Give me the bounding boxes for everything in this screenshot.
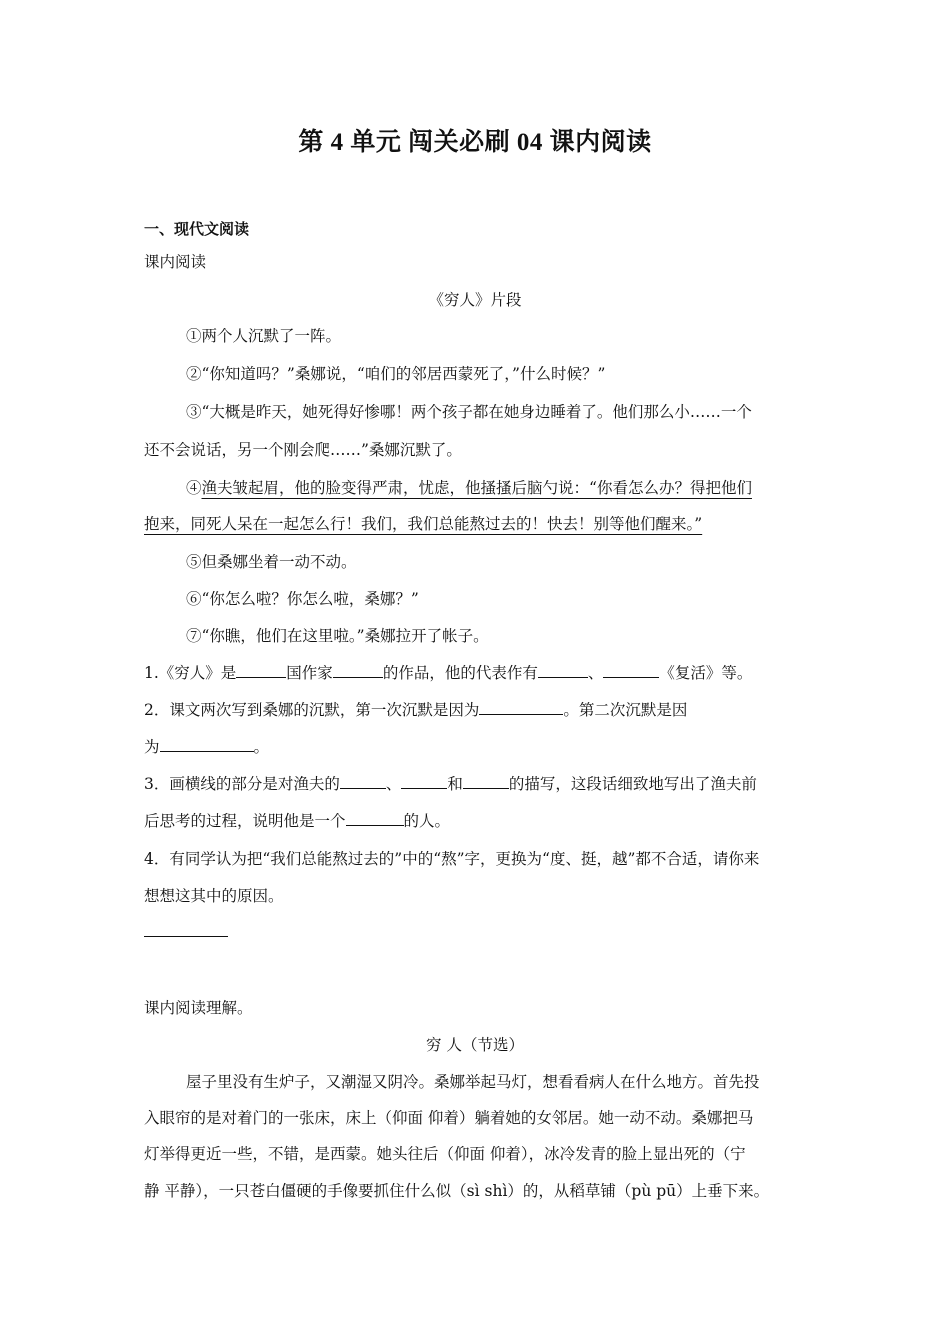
question-2: 2．课文两次写到桑娜的沉默，第一次沉默是因为 。第二次沉默是因	[144, 701, 688, 719]
paragraph-2: ②“你知道吗？”桑娜说，“咱们的邻居西蒙死了，”什么时候？”	[186, 365, 606, 383]
section-subheading: 课内阅读	[144, 253, 207, 271]
paragraph-3-line-1: ③“大概是昨天，她死得好惨哪！两个孩子都在她身边睡着了。他们那么小……一个	[186, 403, 752, 421]
answer-blank[interactable]	[340, 774, 386, 789]
paragraph-4-line-1	[186, 476, 752, 498]
passage-2-title: 穷 人（节选）	[426, 1036, 524, 1054]
answer-blank[interactable]	[333, 663, 383, 678]
page-title: 第 4 单元 闯关必刷 04 课内阅读	[298, 129, 652, 156]
paragraph-7: ⑦“你瞧，他们在这里啦。”桑娜拉开了帐子。	[186, 627, 489, 645]
question-3: 3．画横线的部分是对渔夫的 、 和 的描写，这段话细致地写出了渔夫前	[144, 775, 757, 793]
paragraph-6: ⑥“你怎么啦？你怎么啦，桑娜？”	[186, 590, 419, 608]
paragraph-5: ⑤但桑娜坐着一动不动。	[186, 553, 357, 571]
question-2-continued: 为 。	[144, 738, 270, 756]
answer-blank[interactable]	[603, 663, 659, 678]
answer-blank[interactable]	[160, 737, 254, 752]
paragraph-3-line-2: 还不会说话，另一个刚会爬……”桑娜沉默了。	[144, 441, 462, 459]
answer-blank[interactable]	[538, 663, 588, 678]
section-heading: 一、现代文阅读	[144, 220, 250, 238]
passage-title: 《穷人》片段	[428, 291, 522, 309]
section-2-subheading: 课内阅读理解。	[144, 999, 253, 1017]
question-3-continued: 后思考的过程，说明他是一个 的人。	[144, 812, 451, 830]
question-1: 1.《穷人》是 国作家 的作品，他的代表作有 、 《复活》等。	[144, 664, 753, 682]
question-4: 4．有同学认为把“我们总能熬过去的”中的“熬”字，更换为“度、挺，越”都不合适，请你来	[144, 850, 760, 868]
passage-2-line-1: 屋子里没有生炉子，又潮湿又阴冷。桑娜举起马灯，想看看病人在什么地方。首先投	[186, 1073, 760, 1091]
answer-blank[interactable]	[479, 700, 563, 715]
answer-blank[interactable]	[463, 774, 509, 789]
underlined-text: 渔夫皱起眉，他的脸变得严肃，忧虑，他搔搔后脑勺说：“你看怎么办？得把他们	[201, 479, 752, 497]
passage-2-line-4: 静 平静），一只苍白僵硬的手像要抓住什么似（sì shì）的，从稻草铺（pù pū）上垂下来。	[144, 1182, 770, 1200]
answer-blank[interactable]	[236, 663, 286, 678]
underlined-text: 抱来，同死人呆在一起怎么行！我们，我们总能熬过去的！快去！别等他们醒来。”	[144, 515, 703, 533]
paragraph-4-line-2	[144, 512, 702, 534]
question-4-continued: 想想这其中的原因。	[144, 887, 284, 905]
paragraph-1: ①两个人沉默了一阵。	[186, 327, 342, 345]
paragraph-4-number: ④	[186, 479, 202, 497]
answer-line[interactable]	[144, 936, 228, 937]
passage-2-line-3: 灯举得更近一些，不错，是西蒙。她头往后（仰面 仰着），冰冷发青的脸上显出死的（宁	[144, 1145, 746, 1163]
answer-blank[interactable]	[346, 811, 404, 826]
answer-blank[interactable]	[401, 774, 447, 789]
passage-2-line-2: 入眼帘的是对着门的一张床，床上（仰面 仰着）躺着她的女邻居。她一动不动。桑娜把马	[144, 1109, 754, 1127]
